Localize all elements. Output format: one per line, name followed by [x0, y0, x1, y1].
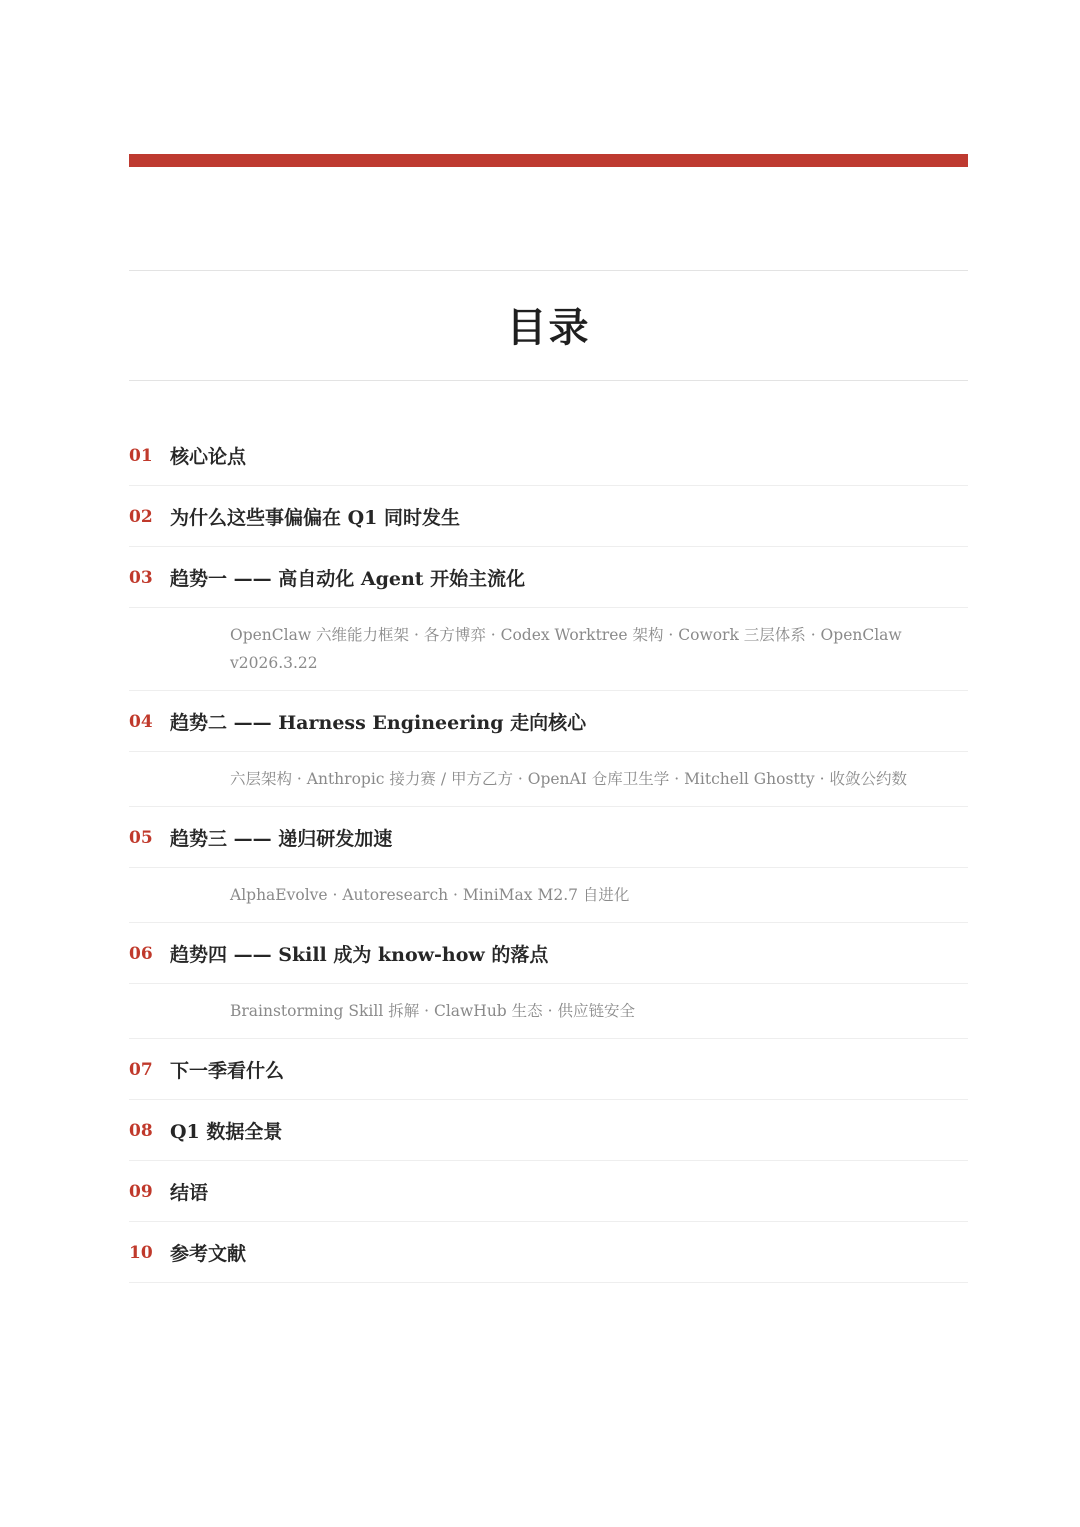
toc-title[interactable]: 下一季看什么 — [170, 1059, 285, 1082]
toc-subtitle: Brainstorming Skill 拆解 · ClawHub 生态 · 供应链安全 — [230, 1002, 635, 1020]
toc-title[interactable]: 核心论点 — [170, 445, 247, 468]
toc-item-01[interactable] — [129, 425, 968, 486]
toc-entry[interactable] — [129, 425, 968, 485]
toc-number: 09 — [129, 1182, 153, 1202]
toc-subitems-04 — [129, 752, 968, 807]
toc-subitems-03 — [129, 608, 968, 691]
toc-entry[interactable] — [129, 1100, 968, 1160]
toc-number: 05 — [129, 828, 153, 848]
page-title: 目录 — [506, 304, 591, 351]
toc-number: 03 — [129, 568, 153, 588]
toc-number: 06 — [129, 944, 153, 964]
title-top-rule — [129, 270, 968, 271]
toc-entry[interactable] — [129, 486, 968, 546]
toc-item-08[interactable] — [129, 1100, 968, 1161]
toc-entry[interactable] — [129, 547, 968, 607]
toc-subtitle: AlphaEvolve · Autoresearch · MiniMax M2.7 自进化 — [230, 886, 630, 904]
toc-title[interactable]: 趋势四 —— Skill 成为 know-how 的落点 — [170, 943, 549, 966]
toc-subtitle: OpenClaw 六维能力框架 · 各方博弈 · Codex Worktree 架构 · Cowork 三层体系 · OpenClaw v2026.3.22 — [230, 626, 902, 672]
toc-item-10[interactable] — [129, 1222, 968, 1283]
table-of-contents — [129, 425, 968, 1283]
toc-item-07[interactable] — [129, 1039, 968, 1100]
toc-entry[interactable] — [129, 1161, 968, 1221]
toc-item-03[interactable] — [129, 547, 968, 608]
toc-entry[interactable] — [129, 1039, 968, 1099]
toc-title[interactable]: Q1 数据全景 — [170, 1120, 283, 1143]
toc-subtitle: 六层架构 · Anthropic 接力赛 / 甲方乙方 · OpenAI 仓库卫生学 · Mitchell Ghostty · 收敛公约数 — [230, 770, 907, 788]
toc-entry[interactable] — [129, 691, 968, 751]
toc-number: 01 — [129, 446, 153, 466]
toc-subitems-05 — [129, 868, 968, 923]
toc-number: 08 — [129, 1121, 153, 1141]
toc-entry[interactable] — [129, 1222, 968, 1282]
toc-number: 07 — [129, 1060, 153, 1080]
toc-title[interactable]: 参考文献 — [170, 1242, 247, 1265]
toc-title[interactable]: 趋势一 —— 高自动化 Agent 开始主流化 — [170, 567, 526, 590]
toc-title[interactable]: 为什么这些事偏偏在 Q1 同时发生 — [170, 506, 461, 529]
toc-item-06[interactable] — [129, 923, 968, 984]
toc-item-02[interactable] — [129, 486, 968, 547]
toc-number: 04 — [129, 712, 153, 732]
toc-title[interactable]: 结语 — [170, 1181, 209, 1204]
toc-entry[interactable] — [129, 807, 968, 867]
toc-item-04[interactable] — [129, 691, 968, 752]
toc-item-09[interactable] — [129, 1161, 968, 1222]
toc-subitems-06 — [129, 984, 968, 1039]
toc-title[interactable]: 趋势三 —— 递归研发加速 — [170, 827, 393, 850]
title-bottom-rule — [129, 380, 968, 381]
toc-entry[interactable] — [129, 923, 968, 983]
toc-number: 02 — [129, 507, 153, 527]
toc-number: 10 — [129, 1243, 153, 1263]
toc-item-05[interactable] — [129, 807, 968, 868]
accent-bar — [129, 154, 968, 167]
toc-title[interactable]: 趋势二 —— Harness Engineering 走向核心 — [170, 711, 587, 734]
